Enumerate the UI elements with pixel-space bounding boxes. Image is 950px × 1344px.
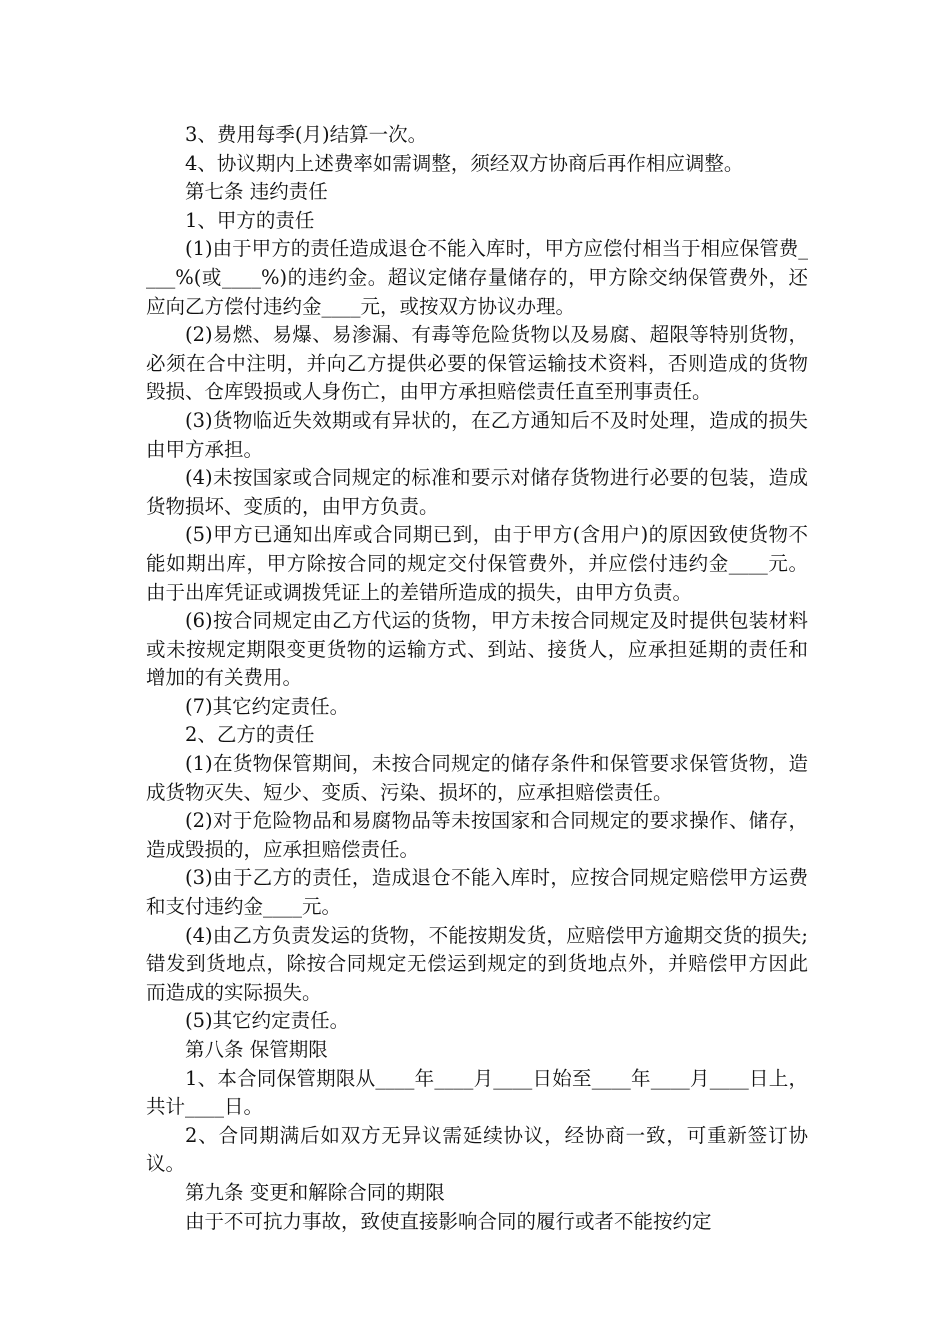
paragraph-fee-adjustment: 4、协议期内上述费率如需调整，须经双方协商后再作相应调整。	[185, 151, 744, 175]
party-b-clause-2: (2)对于危险物品和易腐物品等未按国家和合同规定的要求操作、储存，造成毁损的，应承担赔偿责任。	[146, 809, 808, 861]
party-a-liability-heading: 1、甲方的责任	[185, 208, 315, 232]
party-b-liability-heading: 2、乙方的责任	[185, 723, 315, 747]
party-b-clause-5: (5)其它约定责任。	[185, 1009, 350, 1033]
document-page	[146, 121, 808, 1236]
paragraph-fee-settlement: 3、费用每季(月)结算一次。	[185, 123, 428, 146]
article-8-heading: 第八条 保管期限	[185, 1038, 328, 1061]
article-7-heading: 第七条 违约责任	[185, 180, 328, 204]
party-a-clause-2: (2)易燃、易爆、易渗漏、有毒等危险货物以及易腐、超限等特别货物，必须在合中注明，并向乙方提供必要的保管运输技术资料，否则造成的货物毁损、仓库毁损或人身伤亡，由甲方承担赔偿责任直至刑事责任。	[146, 323, 808, 404]
party-a-clause-4: (4)未按国家或合同规定的标准和要示对储存货物进行必要的包装，造成货物损坏、变质的，由甲方负责。	[146, 466, 808, 518]
storage-term-clause-2: 2、合同期满后如双方无异议需延续协议，经协商一致，可重新签订协议。	[146, 1123, 808, 1176]
party-a-clause-7: (7)其它约定责任。	[185, 694, 350, 718]
party-b-clause-3: (3)由于乙方的责任，造成退仓不能入库时，应按合同规定赔偿甲方运费和支付违约金____元。	[146, 866, 808, 919]
party-a-clause-1: (1)由于甲方的责任造成退仓不能入库时，甲方应偿付相当于相应保管费____%(或____%)的违约金。超议定储存量储存的，甲方除交纳保管费外，还应向乙方偿付违约金____元，或按双方协议办理。	[146, 237, 808, 318]
force-majeure-paragraph: 由于不可抗力事故，致使直接影响合同的履行或者不能按约定	[185, 1209, 712, 1233]
party-b-clause-4: (4)由乙方负责发运的货物，不能按期发货，应赔偿甲方逾期交货的损失;错发到货地点，除按合同规定无偿运到规定的到货地点外，并赔偿甲方因此而造成的实际损失。	[146, 923, 808, 1004]
party-a-clause-5: (5)甲方已通知出库或合同期已到，由于甲方(含用户)的原因致使货物不能如期出库，甲方除按合同的规定交付保管费外，并应偿付违约金____元。由于出库凭证或调拨凭证上的差错所造成的损失，由甲方负责。	[146, 523, 808, 604]
article-9-heading: 第九条 变更和解除合同的期限	[185, 1180, 445, 1204]
party-a-clause-3: (3)货物临近失效期或有异状的，在乙方通知后不及时处理，造成的损失由甲方承担。	[146, 408, 808, 461]
party-b-clause-1: (1)在货物保管期间，未按合同规定的储存条件和保管要求保管货物，造成货物灭失、短少、变质、污染、损坏的，应承担赔偿责任。	[146, 752, 808, 804]
party-a-clause-6: (6)按合同规定由乙方代运的货物，甲方未按合同规定及时提供包装材料或未按规定期限变更货物的运输方式、到站、接货人，应承担延期的责任和增加的有关费用。	[146, 609, 808, 690]
storage-term-clause-1: 1、本合同保管期限从____年____月____日始至____年____月____日上，共计____日。	[146, 1066, 808, 1119]
